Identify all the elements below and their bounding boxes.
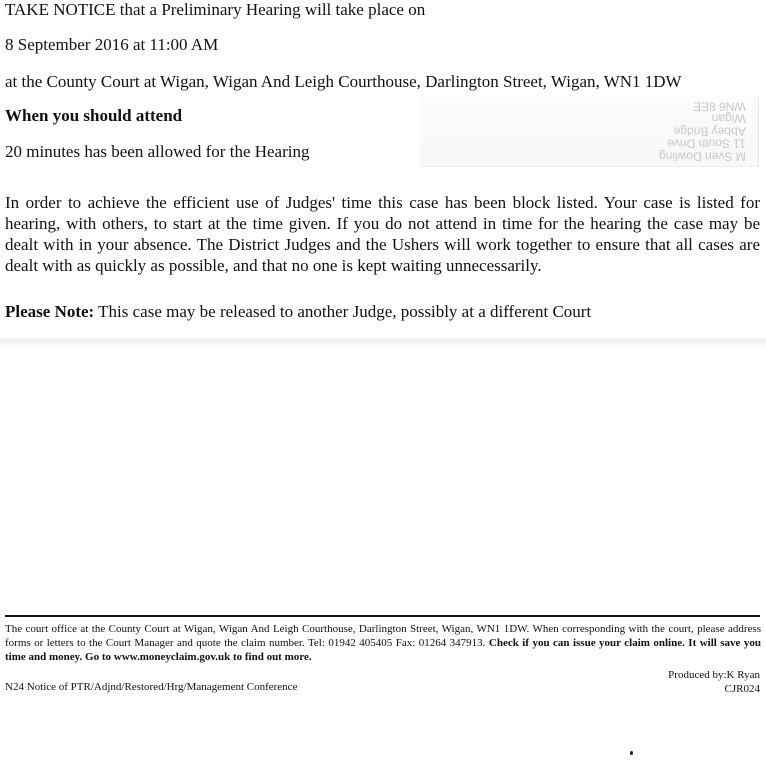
footer-office-text (5, 622, 761, 664)
please-note-text: This case may be released to another Judge, possibly at a different Court (94, 302, 592, 321)
hearing-duration: 20 minutes has been allowed for the Hearing (5, 142, 310, 161)
paper-fold-shadow (0, 336, 766, 346)
footer-office-info: The court office at the County Court at Wigan, Wigan And Leigh Courthouse, Darlington Street, Wigan, WN1 1DW. When corresponding with the court, please address forms or letters to the Court Manager and quote the claim number. Tel: 01942 405405 Fax: 01264 347913. (5, 623, 761, 649)
form-reference: CJR024 (724, 683, 760, 695)
show-through-line: WN6 8EE (693, 99, 746, 114)
show-through-line: 11 South Drive (667, 137, 746, 151)
producer-info (668, 668, 760, 696)
produced-by: Produced by:K Ryan (668, 669, 760, 681)
show-through-address (659, 100, 746, 163)
attend-heading: When you should attend (5, 106, 183, 125)
footer-online-promo: Check if you can issue your claim online. It will save you time and money. Go to www.moneyclaim.gov.uk to find out more. (5, 637, 761, 663)
scan-speck (630, 751, 633, 755)
show-through-address-box (420, 96, 759, 167)
hearing-datetime: 8 September 2016 at 11:00 AM (5, 35, 219, 54)
show-through-line: Wigan (711, 112, 746, 126)
notice-intro: TAKE NOTICE that a Preliminary Hearing will take place on (5, 0, 426, 19)
show-through-line: Abbey Bridge (673, 124, 746, 139)
block-listing-paragraph: In order to achieve the efficient use of Judges' time this case has been block listed. Your case is listed for hearing, with others, to start at the time given. If you do not attend in time for the hearing the case may be dealt with in your absence. The District Judges and the Ushers will work together to ensure that all cases are dealt with as quickly as possible, and that no one is kept waiting unnecessarily. (5, 193, 760, 275)
show-through-line: M Sven Dowling (659, 149, 746, 164)
please-note-label: Please Note: (5, 302, 95, 321)
please-note (5, 302, 591, 322)
footer-divider (5, 615, 760, 617)
form-name: N24 Notice of PTR/Adjnd/Restored/Hrg/Management Conference (5, 681, 298, 693)
hearing-location: at the County Court at Wigan, Wigan And Leigh Courthouse, Darlington Street, Wigan, WN1 1DW (5, 72, 682, 91)
